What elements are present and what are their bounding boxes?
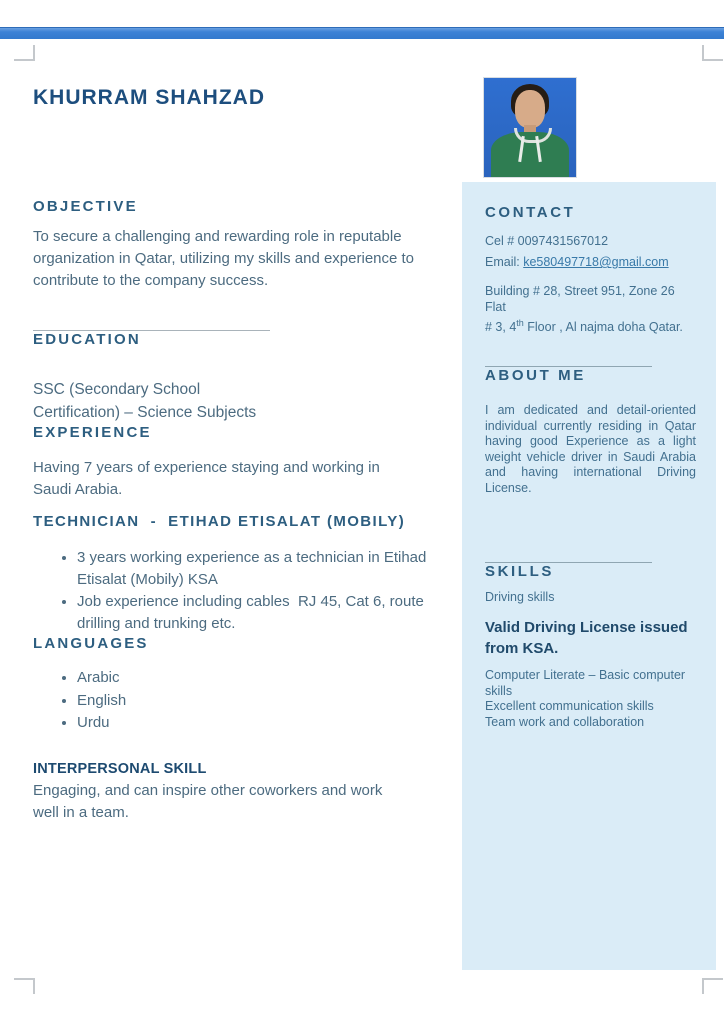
email-label: Email: <box>485 255 524 269</box>
skills-heading: SKILLS <box>485 563 554 581</box>
main-column <box>33 198 453 824</box>
list-item: • Urdu <box>77 712 453 735</box>
contact-heading: CONTACT <box>485 204 576 221</box>
margin-mark-top-left <box>14 45 35 61</box>
list-item: • Arabic <box>77 667 453 690</box>
education-heading: EDUCATION <box>33 331 141 348</box>
about-text: I am dedicated and detail-oriented individual currently residing in Qatar having good Experience as a light weight vehicle driver in Saudi Arabia and having international Driving License. <box>485 403 696 495</box>
list-item: Computer Literate – Basic computer skills <box>485 668 686 698</box>
list-item: • English <box>77 690 453 713</box>
margin-mark-bottom-left <box>14 978 35 994</box>
languages-heading: LANGUAGES <box>33 635 149 652</box>
list-item: Excellent communication skills <box>485 699 654 714</box>
list-item: • Job experience including cables RJ 45, Cat 6, route drilling and trunking etc. <box>77 591 429 635</box>
interpersonal-heading: INTERPERSONAL SKILL <box>33 760 207 777</box>
list-item: • 3 years working experience as a technician in Etihad Etisalat (Mobily) KSA <box>77 547 429 591</box>
profile-photo <box>484 78 576 177</box>
margin-mark-bottom-right <box>702 978 723 994</box>
interpersonal-text: Engaging, and can inspire other coworkers and work well in a team. <box>33 781 383 821</box>
list-item: Team work and collaboration <box>485 714 645 729</box>
job-title: TECHNICIAN - ETIHAD ETISALAT (MOBILY) <box>33 513 406 530</box>
objective-heading: OBJECTIVE <box>33 198 138 215</box>
address-line-1: Building # 28, Street 951, Zone 26 Flat <box>485 284 675 314</box>
phone-number: Cel # 0097431567012 <box>485 234 609 248</box>
photo-face <box>515 90 545 128</box>
skills-list <box>485 668 696 730</box>
experience-heading: EXPERIENCE <box>33 424 152 441</box>
address-line-2: # 3, 4th Floor , Al najma doha Qatar. <box>485 318 683 335</box>
experience-summary: Having 7 years of experience staying and working in Saudi Arabia. <box>33 459 380 498</box>
education-text: SSC (Secondary School Certification) – Science Subjects <box>33 381 257 421</box>
about-heading: ABOUT ME <box>485 367 586 385</box>
experience-bullets <box>59 547 429 635</box>
email-row <box>485 254 696 270</box>
address <box>485 283 696 335</box>
skills-subtext: Driving skills <box>485 590 555 605</box>
candidate-name: KHURRAM SHAHZAD <box>33 86 265 109</box>
skills-highlight: Valid Driving License issued from KSA. <box>485 619 688 658</box>
margin-mark-top-right <box>702 45 723 61</box>
email-link[interactable]: ke580497718@gmail.com <box>523 255 669 269</box>
top-accent-bar <box>0 27 724 39</box>
objective-text: To secure a challenging and rewarding role in reputable organization in Qatar, utilizing my skills and experience to contribute to the company success. <box>33 228 415 289</box>
sidebar-panel <box>462 182 716 970</box>
languages-list <box>59 667 453 735</box>
